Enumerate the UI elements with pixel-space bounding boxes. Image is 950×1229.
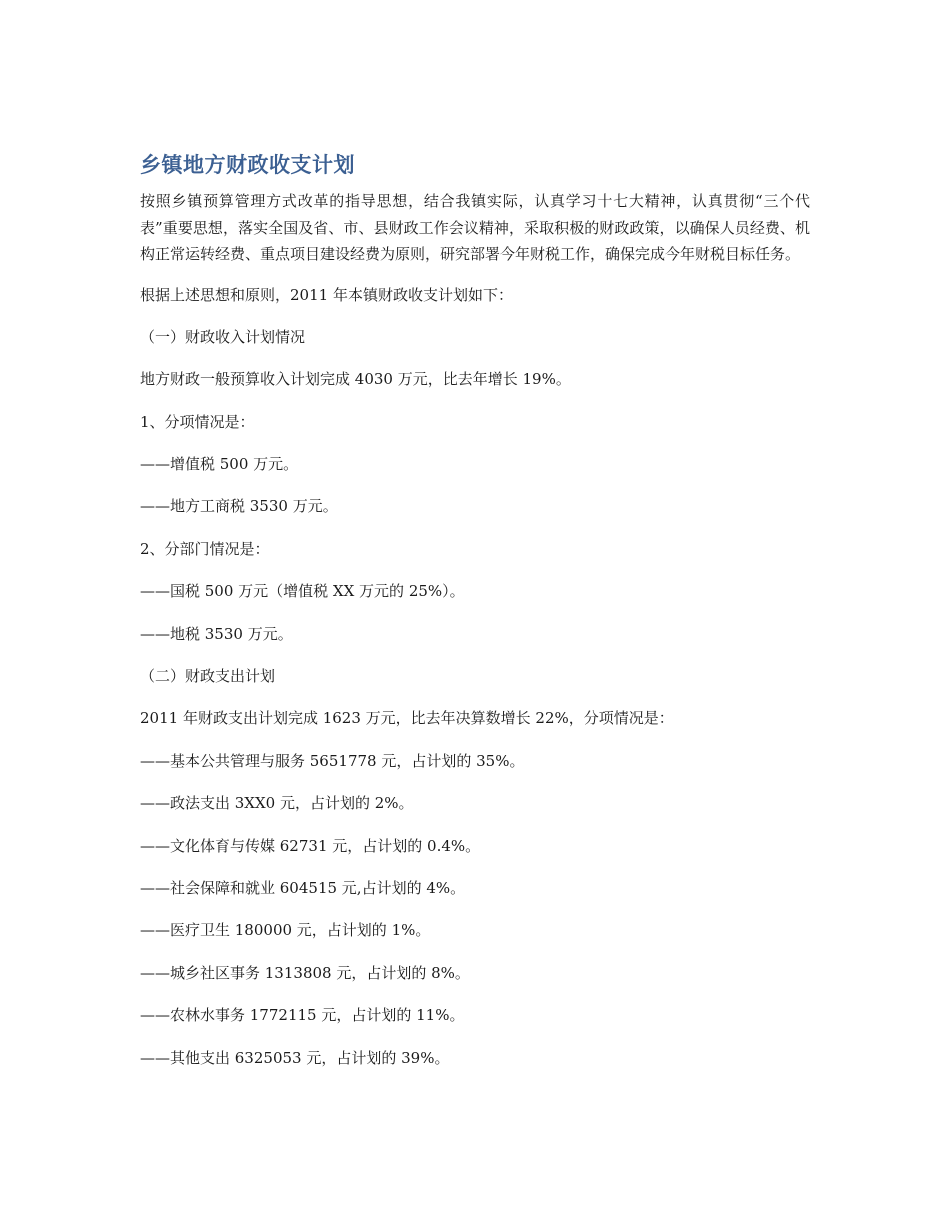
list-item: ——基本公共管理与服务 5651778 元，占计划的 35%。 (140, 751, 525, 770)
plan-lead-paragraph: 根据上述思想和原则，2011 年本镇财政收支计划如下： (140, 285, 513, 304)
list-item: ——地税 3530 万元。 (140, 624, 293, 643)
document-page (140, 148, 810, 1088)
list-item: ——其他支出 6325053 元，占计划的 39%。 (140, 1048, 450, 1067)
list-item: ——社会保障和就业 604515 元,占计划的 4%。 (140, 878, 466, 897)
list-item: ——医疗卫生 180000 元，占计划的 1%。 (140, 921, 431, 940)
subheading-by-item: 1、分项情况是： (140, 412, 255, 431)
list-item: ——地方工商税 3530 万元。 (140, 497, 338, 516)
list-item: ——城乡社区事务 1313808 元，占计划的 8%。 (140, 963, 470, 982)
list-item: ——文化体育与传媒 62731 元，占计划的 0.4%。 (140, 836, 481, 855)
document-title: 乡镇地方财政收支计划 (140, 153, 355, 177)
section-heading-revenue: （一）财政收入计划情况 (140, 327, 306, 346)
list-item: ——政法支出 3XX0 元，占计划的 2%。 (140, 794, 414, 813)
list-item: ——增值税 500 万元。 (140, 455, 299, 474)
list-item: ——农林水事务 1772115 元，占计划的 11%。 (140, 1006, 465, 1025)
revenue-summary: 地方财政一般预算收入计划完成 4030 万元，比去年增长 19%。 (140, 370, 571, 389)
intro-paragraph: 按照乡镇预算管理方式改革的指导思想，结合我镇实际，认真学习十七大精神，认真贯彻“三个代表”重要思想，落实全国及省、市、县财政工作会议精神，采取积极的财政政策，以确保人员经费、机构正常运转经费、重点项目建设经费为原则，研究部署今年财税工作，确保完成今年财税目标任务。 (140, 192, 810, 263)
subheading-by-department: 2、分部门情况是： (140, 539, 270, 558)
list-item: ——国税 500 万元（增值税 XX 万元的 25%）。 (140, 582, 465, 601)
expenditure-summary: 2011 年财政支出计划完成 1623 万元，比去年决算数增长 22%，分项情况是： (140, 709, 674, 728)
section-heading-expenditure: （二）财政支出计划 (140, 667, 276, 686)
